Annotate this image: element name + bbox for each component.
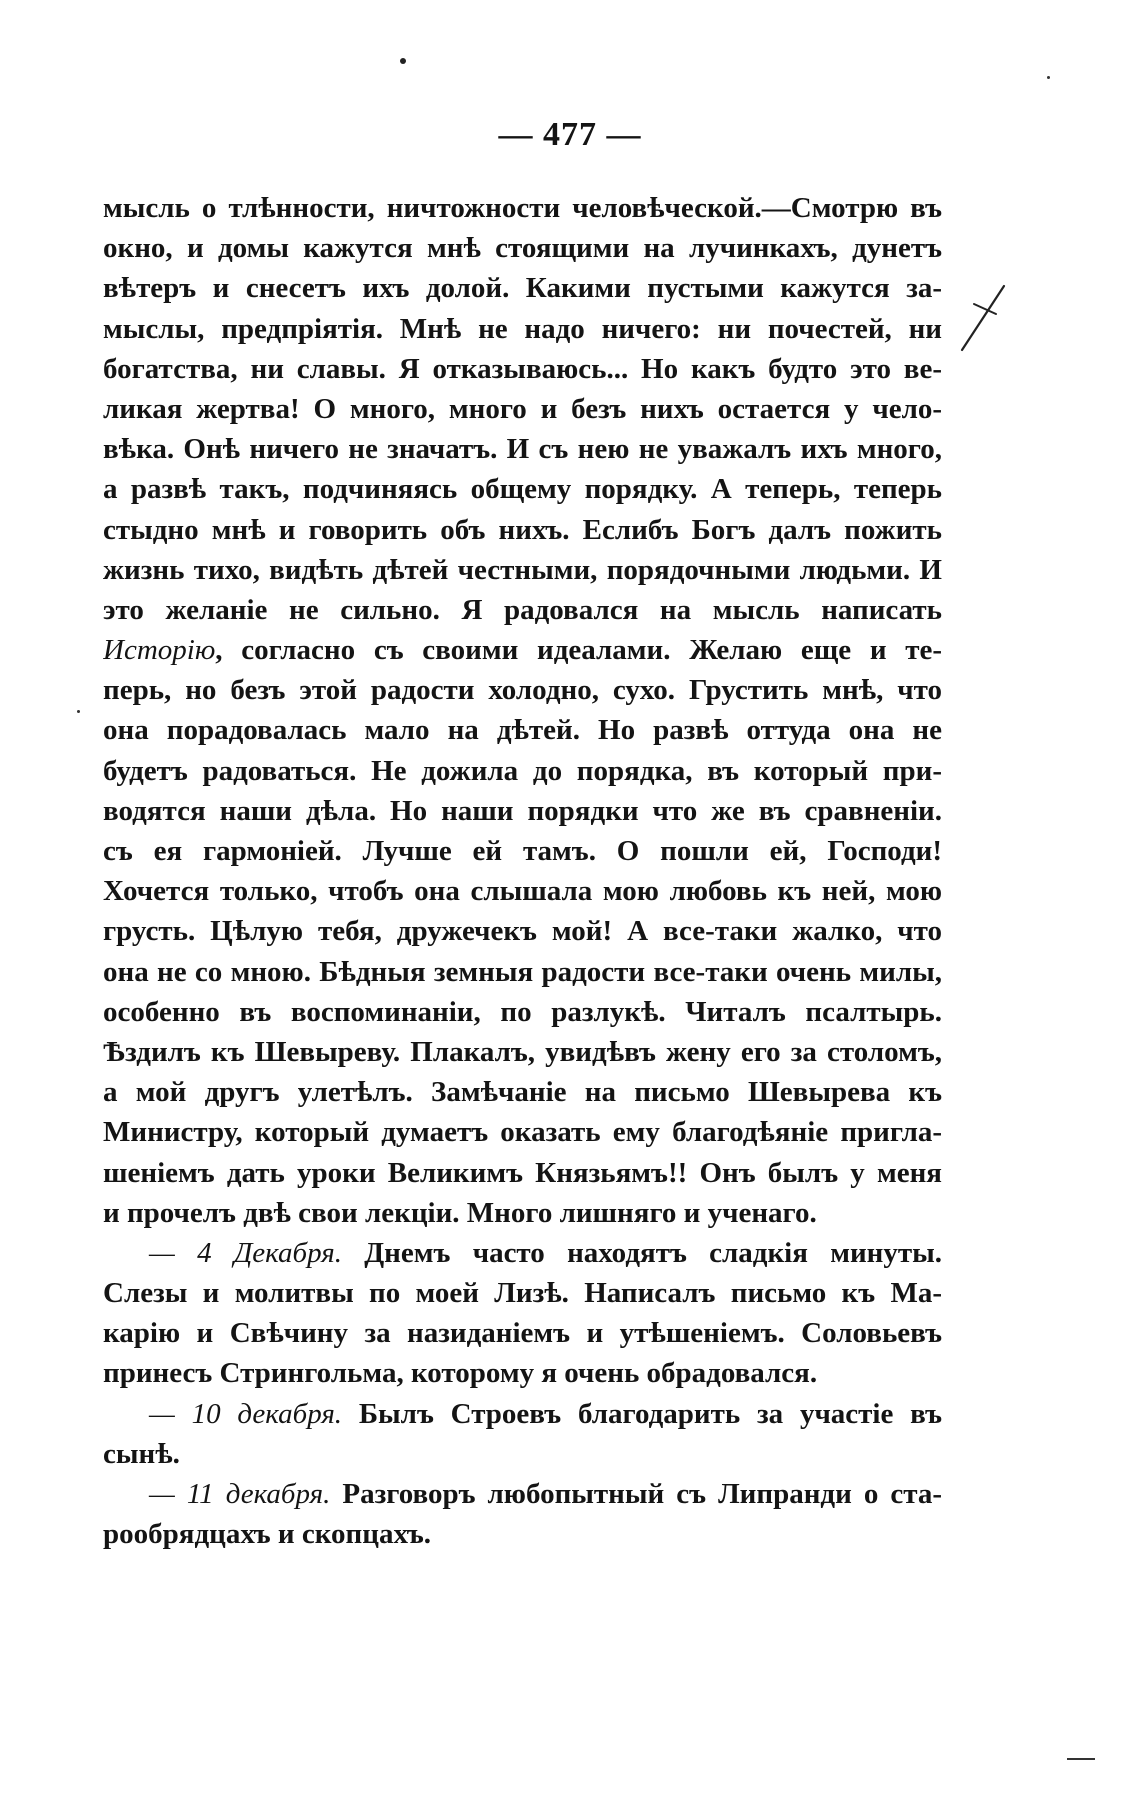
text-line: Министру, который думаетъ оказать ему благодѣяніе пригла- <box>103 1116 942 1149</box>
text-line: карію и Свѣчину за назиданіемъ и утѣшеніемъ. Соловьевъ <box>103 1317 942 1350</box>
ink-dot <box>1047 76 1050 79</box>
page-number: — 477 — <box>498 116 642 153</box>
text-line: окно, и домы кажутся мнѣ стоящими на лучинкахъ, дунетъ <box>103 232 942 265</box>
text-line: вѣтеръ и снесетъ ихъ долой. Какими пустыми кажутся за- <box>103 272 942 305</box>
margin-pencil-mark <box>960 282 1010 352</box>
text-run: , согласно съ своими идеалами. Желаю еще и те- <box>215 634 942 667</box>
text-line: и прочелъ двѣ свои лекціи. Много лишняго и ученаго. <box>103 1196 817 1229</box>
diary-entry-line <box>103 1233 942 1273</box>
ink-dot <box>77 710 80 713</box>
entry-date: — 4 Декабря. <box>149 1236 342 1269</box>
entry-date: — 11 декабря. <box>149 1478 331 1510</box>
text-line: ликая жертва! О много, много и безъ нихъ остается у чело- <box>103 392 942 425</box>
italic-title: Исторію <box>103 634 216 667</box>
text-line: особенно въ воспоминаніи, по разлукѣ. Читалъ псалтырь. <box>103 995 942 1028</box>
text-line: это желаніе не сильно. Я радовался на мысль написать <box>103 593 942 626</box>
text-line: а мой другъ улетѣлъ. Замѣчаніе на письмо Шевырева къ <box>103 1076 942 1109</box>
text-line: будетъ радоваться. Не дожила до порядка, въ который при- <box>103 754 942 787</box>
text-line <box>103 630 942 670</box>
text-line: Хочется только, чтобъ она слышала мою любовь къ ней, мою <box>103 875 942 908</box>
ink-mark <box>1067 1758 1095 1760</box>
diary-entry-line <box>103 1394 942 1434</box>
text-line: мыслы, предпріятія. Мнѣ не надо ничего: ни почестей, ни <box>103 312 942 345</box>
text-line: Ѣздилъ къ Шевыреву. Плакалъ, увидѣвъ жену его за столомъ, <box>103 1035 942 1068</box>
body-text <box>103 188 942 1554</box>
text-line: шеніемъ дать уроки Великимъ Князьямъ!! Онъ былъ у меня <box>103 1156 942 1189</box>
text-run: Днемъ часто находятъ сладкія минуты. <box>341 1236 942 1269</box>
text-line: а развѣ такъ, подчиняясь общему порядку. А теперь, теперь <box>103 473 942 506</box>
text-run: Разговоръ любопытный съ Липранди о ста- <box>330 1478 942 1510</box>
text-run: Былъ Строевъ благодарить за участіе въ <box>342 1397 942 1430</box>
text-line: Слезы и молитвы по моей Лизѣ. Написалъ письмо къ Ма- <box>103 1277 942 1310</box>
diary-entry-line <box>103 1474 942 1514</box>
text-line: принесъ Стрингольма, которому я очень обрадовался. <box>103 1357 818 1390</box>
text-line: водятся наши дѣла. Но наши порядки что же въ сравненіи. <box>103 794 942 827</box>
entry-date: — 10 декабря. <box>149 1397 343 1430</box>
text-line: она не со мною. Бѣдныя земныя радости все-таки очень милы, <box>103 955 942 988</box>
text-line: вѣка. Онѣ ничего не значатъ. И съ нею не уважалъ ихъ много, <box>103 433 942 466</box>
text-line: жизнь тихо, видѣть дѣтей честными, порядочными людьми. И <box>103 553 942 586</box>
text-line: сынѣ. <box>103 1437 180 1470</box>
text-line: рообрядцахъ и скопцахъ. <box>103 1518 432 1551</box>
text-line: мысль о тлѣнности, ничтожности человѣческой.—Смотрю въ <box>103 192 942 224</box>
text-line: съ ея гармоніей. Лучше ей тамъ. О пошли ей, Господи! <box>103 835 942 867</box>
text-line: грусть. Цѣлую тебя, дружечекъ мой! А все-таки жалко, что <box>103 915 942 948</box>
text-line: перь, но безъ этой радости холодно, сухо. Грустить мнѣ, что <box>103 674 942 707</box>
text-line: она порадовалась мало на дѣтей. Но развѣ оттуда она не <box>103 714 942 747</box>
text-line: стыдно мнѣ и говорить объ нихъ. Еслибъ Богъ далъ пожить <box>103 513 942 546</box>
text-line: богатства, ни славы. Я отказываюсь... Но какъ будто это ве- <box>103 352 942 385</box>
ink-dot <box>400 58 406 64</box>
